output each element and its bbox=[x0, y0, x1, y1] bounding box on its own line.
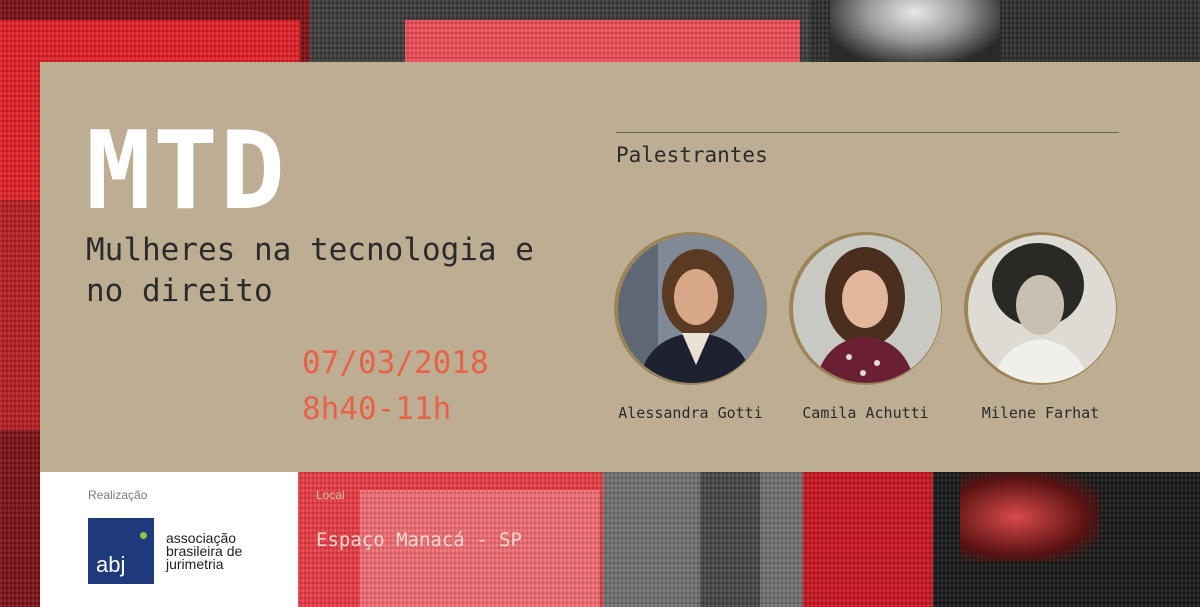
section-divider bbox=[616, 132, 1119, 133]
speaker-name: Alessandra Gotti bbox=[618, 404, 763, 422]
speaker-photo bbox=[618, 235, 766, 383]
venue-label: Local bbox=[316, 488, 345, 502]
event-acronym: MTD bbox=[86, 109, 288, 234]
speaker-name: Camila Achutti bbox=[802, 404, 929, 422]
speaker-photo-frame bbox=[614, 232, 767, 385]
event-subtitle: Mulheres na tecnologia e no direito bbox=[86, 232, 534, 309]
organizer-name: associação brasileira de jurimetria bbox=[166, 530, 243, 572]
organizer-block bbox=[40, 472, 298, 607]
abj-logo-text: abj bbox=[96, 552, 126, 577]
event-date: 07/03/2018 bbox=[302, 345, 489, 381]
event-time: 8h40-11h bbox=[302, 391, 452, 427]
speaker-photo bbox=[968, 235, 1116, 383]
venue-name: Espaço Manacá - SP bbox=[316, 529, 522, 551]
logo-dot-icon bbox=[140, 532, 147, 539]
speaker-card bbox=[753, 232, 933, 432]
speaker-photo-frame bbox=[789, 232, 942, 385]
organizer-label: Realização bbox=[88, 488, 148, 502]
event-datetime bbox=[302, 340, 489, 432]
speaker-photo-frame bbox=[964, 232, 1117, 385]
speaker-card bbox=[928, 232, 1108, 432]
speaker-name: Milene Farhat bbox=[981, 404, 1100, 422]
abj-logo bbox=[88, 518, 154, 584]
speaker-photo bbox=[793, 235, 941, 383]
speakers-heading: Palestrantes bbox=[616, 143, 768, 167]
speaker-card bbox=[578, 232, 763, 432]
